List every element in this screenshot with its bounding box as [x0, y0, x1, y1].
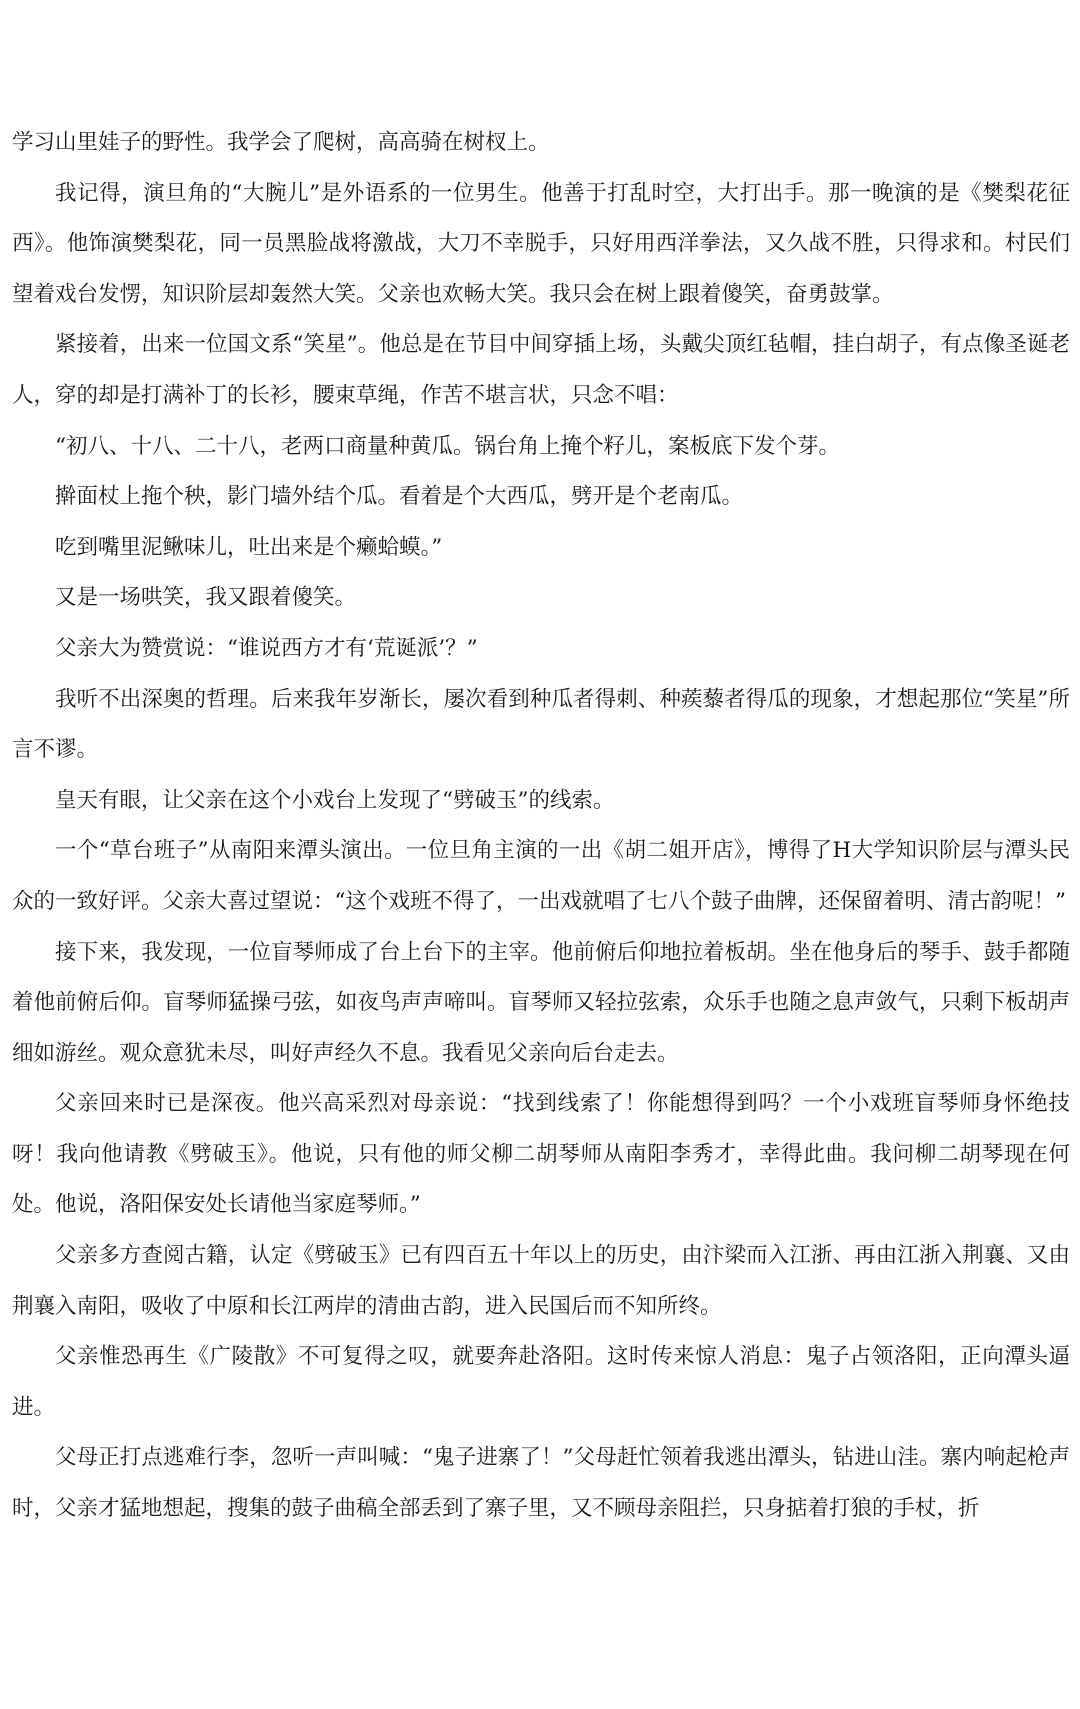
paragraph-8: 父亲大为赞赏说：“谁说西方才有‘荒诞派’？” — [55, 635, 478, 661]
paragraph-1: 学习山里娃子的野性。我学会了爬树，高高骑在树杈上。 — [12, 130, 550, 155]
paragraph-4: “初八、十八、二十八，老两口商量种黄瓜。锅台角上掩个籽儿，案板底下发个芽。 — [55, 433, 840, 459]
paragraph-10: 皇天有眼，让父亲在这个小戏台上发现了“劈破玉”的线索。 — [55, 787, 615, 813]
paragraph-13: 父亲回来时已是深夜。他兴高采烈对母亲说：“找到线索了！你能想得到吗？一个小戏班盲琴师身怀绝技呀！我向他请教《劈破玉》。他说，只有他的师父柳二胡琴师从南阳李秀才，幸得此曲。我问柳二胡琴现在何处。他说，洛阳保安处长请他当家庭琴师。” — [12, 1091, 1070, 1218]
paragraph-14: 父亲多方查阅古籍，认定《劈破玉》已有四百五十年以上的历史，由汴梁而入江浙、再由江浙入荆襄、又由荆襄入南阳，吸收了中原和长江两岸的清曲古韵，进入民国后而不知所终。 — [12, 1243, 1070, 1319]
paragraph-12: 接下来，我发现，一位盲琴师成了台上台下的主宰。他前俯后仰地拉着板胡。坐在他身后的琴手、鼓手都随着他前俯后仰。盲琴师猛操弓弦，如夜鸟声声啼叫。盲琴师又轻拉弦索，众乐手也随之息声敛气，只剩下板胡声细如游丝。观众意犹未尽，叫好声经久不息。我看见父亲向后台走去。 — [12, 939, 1070, 1066]
paragraph-7: 又是一场哄笑，我又跟着傻笑。 — [55, 585, 357, 611]
paragraph-2: 我记得，演旦角的“大腕儿”是外语系的一位男生。他善于打乱时空，大打出手。那一晚演的是《樊梨花征西》。他饰演樊梨花，同一员黑脸战将激战，大刀不幸脱手，只好用西洋拳法，又久战不胜，只得求和。村民们望着戏台发愣，知识阶层却轰然大笑。父亲也欢畅大笑。我只会在树上跟着傻笑，奋勇鼓掌。 — [12, 180, 1070, 307]
paragraph-6: 吃到嘴里泥鳅味儿，吐出来是个癞蛤蟆。” — [55, 534, 443, 560]
document-page — [12, 118, 1070, 1535]
paragraph-5: 擀面杖上拖个秧，影门墙外结个瓜。看着是个大西瓜，劈开是个老南瓜。 — [55, 484, 744, 510]
paragraph-11: 一个“草台班子”从南阳来潭头演出。一位旦角主演的一出《胡二姐开店》，博得了H大学知识阶层与潭头民众的一致好评。父亲大喜过望说：“这个戏班不得了，一出戏就唱了七八个鼓子曲牌，还保留着明、清古韵呢！” — [12, 838, 1070, 914]
paragraph-16: 父母正打点逃难行李，忽听一声叫喊：“鬼子进寨了！”父母赶忙领着我逃出潭头，钻进山洼。寨内响起枪声时，父亲才猛地想起，搜集的鼓子曲稿全部丢到了寨子里，又不顾母亲阻拦，只身掂着打狼的手杖，折 — [12, 1445, 1070, 1522]
paragraph-3: 紧接着，出来一位国文系“笑星”。他总是在节目中间穿插上场，头戴尖顶红毡帽，挂白胡子，有点像圣诞老人，穿的却是打满补丁的长衫，腰束草绳，作苦不堪言状，只念不唱： — [12, 332, 1070, 408]
paragraph-9: 我听不出深奥的哲理。后来我年岁渐长，屡次看到种瓜者得刺、种蒺藜者得瓜的现象，才想起那位“笑星”所言不谬。 — [12, 686, 1070, 763]
paragraph-15: 父亲惟恐再生《广陵散》不可复得之叹，就要奔赴洛阳。这时传来惊人消息：鬼子占领洛阳，正向潭头逼进。 — [12, 1344, 1070, 1420]
